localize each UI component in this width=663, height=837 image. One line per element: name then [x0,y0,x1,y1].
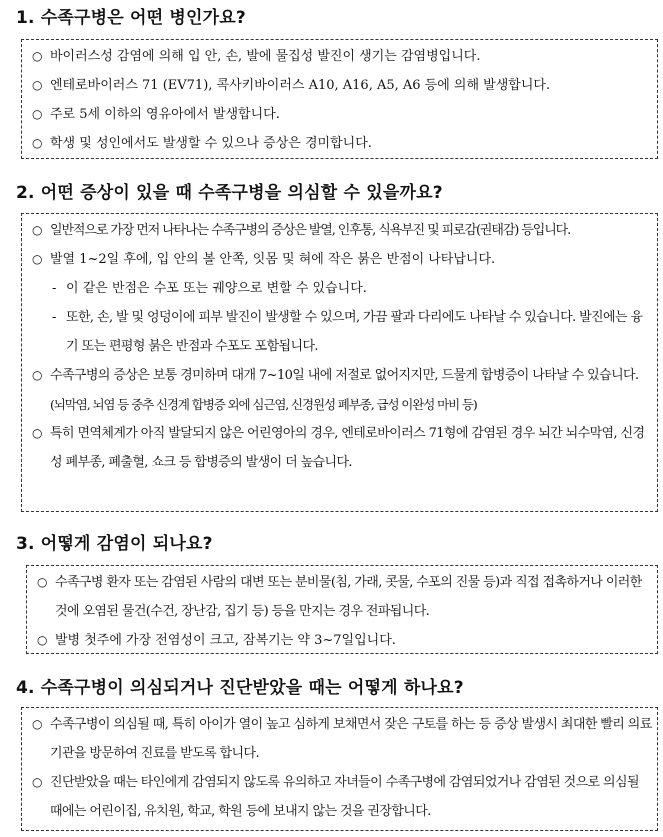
bullet-icon: ○ [32,136,43,150]
list-item: ○ 수족구병이 의심될 때, 특히 아이가 열이 높고 심하게 보채면서 잦은 구토를 하는 등 증상 발생시 최대한 빨리 의료기관을 방문하여 진료를 받도록 합니다. [30,710,653,768]
list-item: ○ 학생 및 성인에서도 발생할 수 있으나 증상은 경미합니다. [30,129,653,158]
section-4-title: 4. 수족구병이 의심되거나 진단받았을 때는 어떻게 하나요? [16,678,464,698]
section-4-box [21,707,658,831]
dash-marker: - [52,310,56,325]
sub-list-item: - 이 같은 반점은 수포 또는 궤양으로 변할 수 있습니다. [30,274,653,303]
list-item: ○ 일반적으로 가장 먼저 나타나는 수족구병의 증상은 발열, 인후통, 식욕부진 및 피로감(권태감) 등입니다. [30,216,653,245]
section-1-title: 1. 수족구병은 어떤 병인가요? [16,8,246,28]
complication-note: (뇌막염, 뇌염 등 중추 신경계 합병증 외에 심근염, 신경원성 폐부종, 급성 이완성 마비 등) [50,397,477,412]
list-item: ○ 특히 면역체계가 아직 발달되지 않은 어린영아의 경우, 엔테로바이러스 71형에 감염된 경우 뇌간 뇌수막염, 신경성 폐부종, 폐출혈, 쇼크 등 합병증의 발생이 더 높습니다. [30,419,653,477]
bullet-icon: ○ [37,633,48,647]
list-item: ○ 바이러스성 감염에 의해 입 안, 손, 발에 물집성 발진이 생기는 감염병입니다. [30,42,653,71]
list-item: ○ 주로 5세 이하의 영유아에서 발생합니다. [30,100,653,129]
bullet-icon: ○ [32,426,42,440]
section-2-title: 2. 어떤 증상이 있을 때 수족구병을 의심할 수 있을까요? [16,183,443,203]
list-item: ○ 발열 1~2일 후에, 입 안의 볼 안쪽, 잇몸 및 혀에 작은 붉은 반점이 나타납니다. [30,245,653,274]
list-item: ○ 엔테로바이러스 71 (EV71), 콕사키바이러스 A10, A16, A5, A6 등에 의해 발생합니다. [30,71,653,100]
bullet-icon: ○ [32,775,42,789]
dash-marker: - [52,281,57,296]
bullet-icon: ○ [32,223,42,237]
bullet-icon: ○ [32,49,43,63]
bullet-icon: ○ [32,717,42,731]
section-2-box [21,213,658,512]
list-item: ○ 발병 첫주에 가장 전염성이 크고, 잠복기는 약 3~7일입니다. [35,626,653,655]
bullet-icon: ○ [37,575,47,589]
bullet-icon: ○ [32,107,43,121]
bullet-icon: ○ [32,78,43,92]
bullet-icon: ○ [32,252,43,266]
list-item: ○ 진단받았을 때는 타인에게 감염되지 않도록 유의하고 자녀들이 수족구병에 감염되었거나 감염된 것으로 의심될 때에는 어린이집, 유치원, 학교, 학원 등에 보내지 않는 것을 권장합니다. [30,768,653,826]
section-3-box [26,565,658,654]
list-item: ○ 수족구병 환자 또는 감염된 사람의 대변 또는 분비물(침, 가래, 콧물, 수포의 진물 등)과 직접 접촉하거나 이러한 것에 오염된 물건(수건, 장난감, 집기 등) 등을 만지는 경우 전파됩니다. [35,568,653,626]
sub-list-item: - 또한, 손, 발 및 엉덩이에 피부 발진이 발생할 수 있으며, 가끔 팔과 다리에도 나타날 수 있습니다. 발진에는 융기 또는 편평형 붉은 반점과 수포도 포함됩니다. [30,303,653,361]
list-item: ○ 수족구병의 증상은 보통 경미하며 대개 7~10일 내에 저절로 없어지지만, 드물게 합병증이 나타날 수 있습니다. [30,361,653,390]
section-1-box [21,39,658,159]
bullet-icon: ○ [32,368,42,382]
section-3-title: 3. 어떻게 감염이 되나요? [16,534,213,554]
